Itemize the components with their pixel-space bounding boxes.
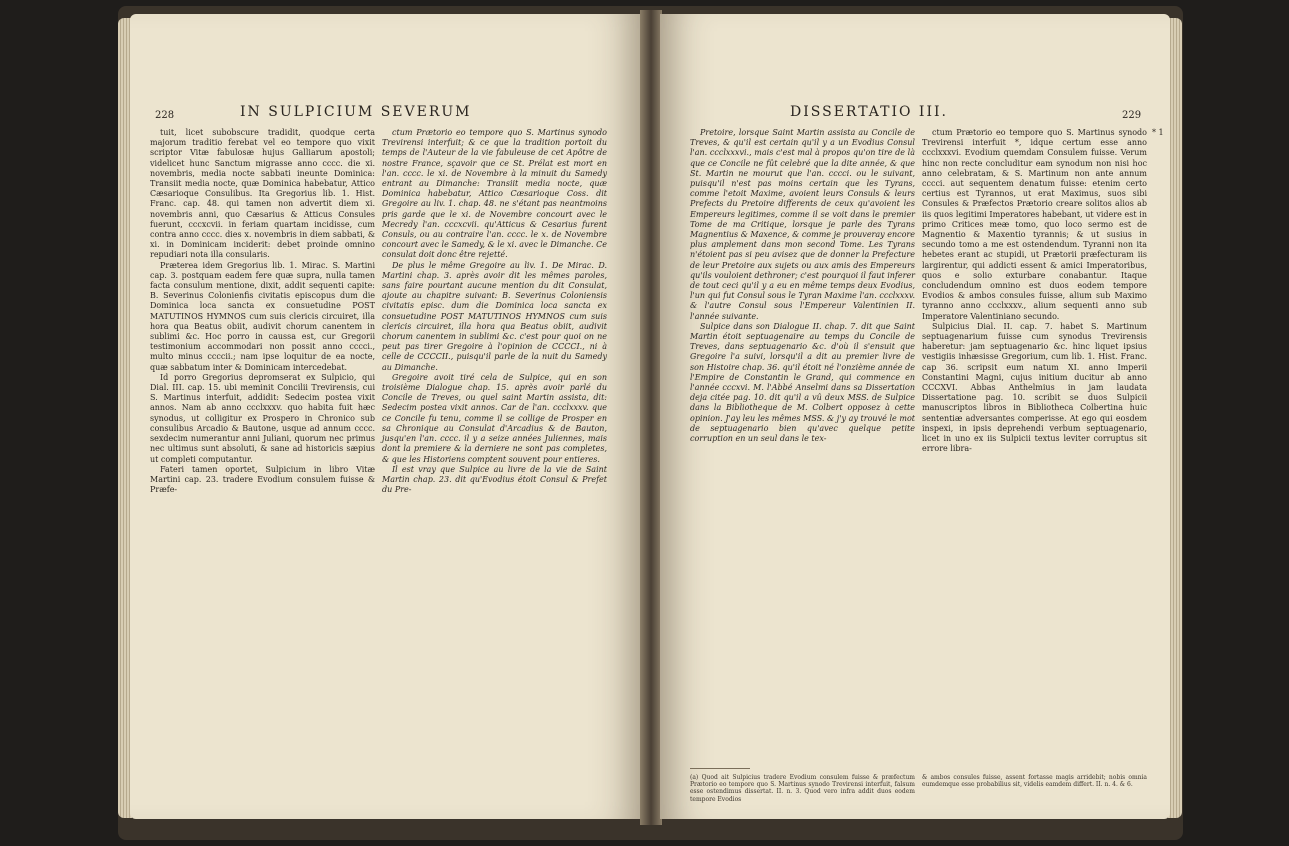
- right-page-edges: [1168, 18, 1182, 818]
- paragraph: De plus le même Gregoire au liv. 1. De Mirac. D. Martini chap. 3. après avoir dit les mêmes paroles, sans faire pourtant aucune mention du dit Consulat, ajoute au chapitre suivant: B. Severinus Coloniensis civitatis episc. dum die Dominica loca sancta ex consuetudine POST MATUTINOS HYMNOS cum suis clericis circuiret, illa hora qua Beatus obiit, audivit chorum canentem in sublimi &c. c'est pour quoi on ne peut pas tirer Gregoire à l'opinion de CCCCI., ni à celle de CCCCII., puisqu'il parle de la nuit du Samedy au Dimanche.: [382, 260, 607, 372]
- left-column-latin: [150, 128, 375, 495]
- footnote-rule: [690, 768, 750, 769]
- paragraph: Pretoire, lorsque Saint Martin assista au Concile de Treves, & qu'il est certain qu'il y a un Evodius Consul l'an. ccclxxxvi., mais c'est mal à propos qu'on tire de là que ce Concile ne fût celebré que la dite année, & que St. Martin ne mourut que l'an. cccci. ou le suivant, puisqu'il n'est pas moins certain que les Tyrans, comme l'etoit Maxime, avoient leurs Consuls & leurs Prefects du Pretoire differents de ceux qu'avoient les Empereurs legitimes, comme il se voit dans le premier Tome de ma Critique, lorsque je parle des Tyrans Magnentius & Maxence, & comme je prouveray encore plus amplement dans mon second Tome. Les Tyrans n'étoient pas si peu avisez que de donner la Prefecture de leur Pretoire aux sujets ou aux amis des Empereurs qu'ils vouloient dethroner; c'est pourquoi il faut inferer de tout ceci qu'il y a eu en même temps deux Evodius, l'un qui fut Consul sous le Tyran Maxime l'an. ccclxxxv. & l'autre Consul sous l'Empereur Valentinien II. l'année suivante.: [690, 128, 915, 321]
- paragraph: ctum Prætorio eo tempore quo S. Martinus synodo Trevirensi interfuit *, idque certum esse anno ccclxxxvi. Evodium quemdam Consulem fuisse. Verum hinc non recte concluditur eam synodum non nisi hoc anno celebratam, & S. Martinum non ante annum cccci. aut sequentem denatum fuisse: etenim certo certius est Tyrannos, ut erat Maximus, suos sibi Consules & Præfectos Prætorio creare solitos alios ab iis quos legitimi Imperatores habebant, ut videre est in primo Critices meæ tomo, quo loco sermo est de Magnentio & Maxentio tyrannis; & ut susius in secundo tomo a me est ostendendum. Tyranni non ita hebetes erant ac stupidi, ut Prætorii præfecturam iis largirentur, qui addicti essent & amici Imperatoribus, quos e solio exturbare conabantur. Itaque concludendum omnino est duos eodem tempore Evodios & ambos consules fuisse, alium sub Maximo tyranno anno ccclxxxv., alium sequenti anno sub Imperatore Valentiniano secundo.: [922, 128, 1147, 321]
- paragraph: ctum Prætorio eo tempore quo S. Martinus synodo Trevirensi interfuit; & ce que la tradition portoit du temps de l'Auteur de la vie fabuleuse de cet Apôtre de nostre France, sçavoir que ce St. Prélat est mort en l'an. cccc. le xi. de Novembre à la minuit du Samedy entrant au Dimanche: Transiit media nocte, quæ Dominica habebatur, Attico Cæsarioque Coss. dit Gregoire au liv. 1. chap. 48. ne s'étant pas neantmoins pris garde que le xi. de Novembre concourt avec le Mecredy l'an. cccxcvii. qu'Atticus & Cesarius furent Consuls, ou au contraire l'an. cccc. le x. de Novembre concourt avec le Samedy, & le xi. avec le Dimanche. Ce consulat doit donc être rejetté.: [382, 128, 607, 260]
- paragraph: Id porro Gregorius depromserat ex Sulpicio, qui Dial. III. cap. 15. ubi meminit Concilii Trevirensis, cui S. Martinus interfuit, addidit: Sedecim postea vixit annos. Nam ab anno ccclxxxv. quo habita fuit hæc synodus, ut colligitur ex Prospero in Chronico sub consulibus Arcadio & Bautone, usque ad annum cccc. sexdecim numerantur anni Juliani, quorum nec primus nec ultimus sunt absoluti, & sane ad historicis sæpius ut completi computantur.: [150, 372, 375, 464]
- book-gutter: [640, 10, 662, 825]
- right-page: [660, 14, 1170, 819]
- paragraph: Gregoire avoit tiré cela de Sulpice, qui en son troisième Dialogue chap. 15. après avoir parlé du Concile de Treves, ou quel saint Martin assista, dit: Sedecim postea vixit annos. Car de l'an. ccclxxxv. que ce Concile fu tenu, comme il se collige de Prosper en sa Chronique au Consulat d'Arcadius & de Bauton, jusqu'en l'an. cccc. il y a seize années Juliennes, mais dont la premiere & la derniere ne sont pas completes, & que les Historiens comptent souvent pour entieres.: [382, 372, 607, 464]
- running-head-left: IN SULPICIUM SEVERUM: [240, 104, 472, 120]
- margin-footnote-mark: * 1: [1152, 128, 1164, 137]
- footnote-right: & ambos consules fuisse, assent fortasse magis arridebit; nobis omnia eumdemque esse probabilius sit, videlis eamdem differt. II. n. 4. & 6.: [922, 774, 1147, 789]
- paragraph: Præterea idem Gregorius lib. 1. Mirac. S. Martini cap. 3. postquam eadem fere quæ supra, nulla tamen facta consulum mentione, dixit, addit sequenti capite: B. Severinus Colonienfis civitatis episcopus dum die Dominica loca sancta ex consuetudine POST MATUTINOS HYMNOS cum suis clericis circuiret, illa hora qua Beatus obiit, audivit chorum canentem in sublimi &c. Hoc porro in caussa est, cur Gregorii testimonium accommodari non possit anno cccci., multo minus ccccii.; nam ipse loquitur de ea nocte, quæ sabbatum inter & Dominicam intercedebat.: [150, 260, 375, 372]
- running-head-right: DISSERTATIO III.: [790, 104, 948, 120]
- page-number-right: 229: [1122, 110, 1142, 121]
- left-page: [130, 14, 642, 819]
- paragraph: Sulpicius Dial. II. cap. 7. habet S. Martinum septuagenarium fuisse cum synodus Trevirensis haberetur: jam septuagenario &c. hinc liquet ipsius vestigiis inhæsisse Gregorium, cum lib. 1. Hist. Franc. cap 36. scripsit eum natum XI. anno Imperii Constantini Magni, cujus initium ducitur ab anno CCCXVI. Abbas Anthelmius in jam laudata Dissertatione pag. 10. scribit se duos Sulpicii manuscriptos libros in Bibliotheca Colbertina huic sententiæ adversantes comperisse. At ego qui eosdem inspexi, in ipsis deprehendi verbum septuagenario, licet in uno ex iis Sulpicii textus leviter corruptus sit errore libra-: [922, 321, 1147, 454]
- page-number-left: 228: [155, 110, 175, 121]
- paragraph: Sulpice dans son Dialogue II. chap. 7. dit que Saint Martin étoit septuagenaire au temps du Concile de Treves, dans septuagenario &c. d'où il s'ensuit que Gregoire l'a suivi, lorsqu'il a dit au premier livre de son Histoire chap. 36. qu'il étoit né l'onzième année de l'Empire de Constantin le Grand, qui commence en l'année cccxvi. M. l'Abbé Anselmi dans sa Dissertation deja citée pag. 10. dit qu'il a vû deux MSS. de Sulpice dans la Bibliotheque de M. Colbert opposez à cette opinion. J'ay leu les mêmes MSS. & j'y ay trouvé le mot de septuagenario bien qu'avec quelque petite corruption en un seul dans le tex-: [690, 321, 915, 444]
- paragraph: Fateri tamen oportet, Sulpicium in libro Vitæ Martini cap. 23. tradere Evodium consulem fuisse & Præfe-: [150, 464, 375, 495]
- footnote-left: (a) Quod ait Sulpicius tradere Evodium consulem fuisse & præfectum Prætorio eo tempore quo S. Martinus synodo Trevirensi interfuit, falsum esse ostendimus dissertat. II. n. 3. Quod vero infra addit duos eodem tempore Evodios: [690, 774, 915, 803]
- paragraph: tuit, licet subobscure tradidit, quodque certa majorum traditio ferebat vel eo tempore quo vixit scriptor Vitæ fabulosæ hujus Galliarum apostoli; videlicet hunc Sanctum migrasse anno cccc. die xi. novembris, media nocte sabbati ineunte Dominica: Transiit media nocte, quæ Dominica habebatur, Attico Cæsarioque Consulibus. Ita Gregorius lib. 1. Hist. Franc. cap. 48. qui tamen non advertit diem xi. novembris anni, quo Cæsarius & Atticus Consules fuerunt, cccxcvii. in feriam quartam incidisse, cum contra anno cccc. dies x. novembris in diem sabbati, & xi. in Dominicam inciderit: debet proinde omnino repudiari nota illa consularis.: [150, 128, 375, 260]
- paragraph: Il est vray que Sulpice au livre de la vie de Saint Martin chap. 23. dit qu'Evodius étoit Consul & Prefet du Pre-: [382, 464, 607, 495]
- right-column-latin: [922, 128, 1147, 455]
- left-column-french: [690, 128, 915, 444]
- right-column-french: [382, 128, 607, 495]
